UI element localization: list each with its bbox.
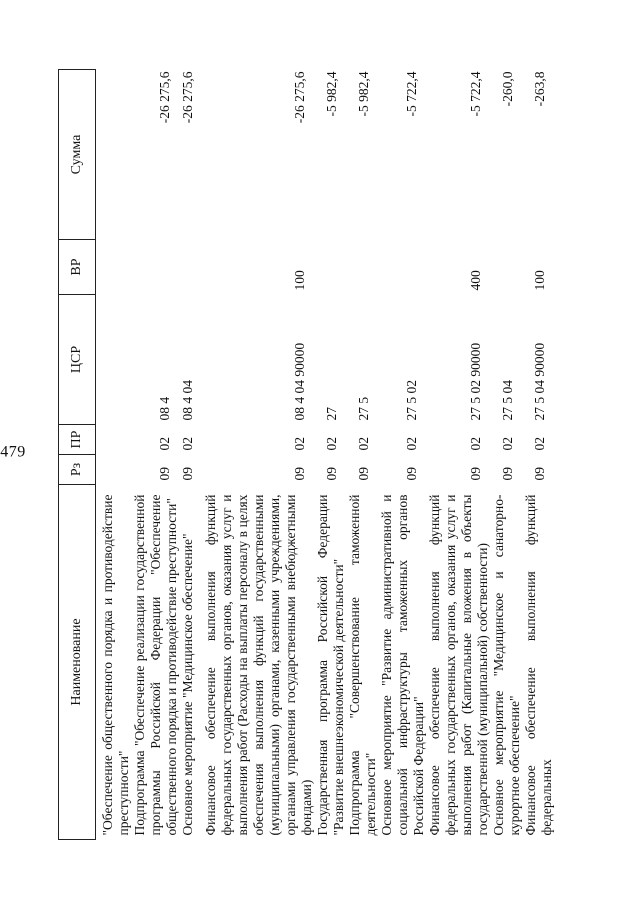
row-rz: 09 — [157, 467, 172, 481]
row-csr: 27 5 04 — [500, 380, 515, 421]
row-name: Подпрограмма "Совершенствование таможенной деятельности" — [347, 494, 378, 836]
row-name: Основное мероприятие "Развитие административной и социальной инфраструктуры таможенных органов Российской Федерации" — [379, 494, 426, 836]
row-vr — [96, 240, 133, 295]
row-vr — [132, 240, 180, 295]
header-name: Наименование — [59, 485, 96, 840]
table-row — [491, 70, 523, 840]
row-csr: 27 — [324, 407, 339, 421]
row-pr: 02 — [356, 437, 371, 451]
row-csr: 27 5 04 90000 — [532, 342, 547, 421]
row-sum: -263,8 — [532, 71, 547, 107]
header-pr: ПР — [59, 425, 96, 455]
row-csr: 27 5 — [356, 396, 371, 421]
row-pr: 02 — [468, 437, 483, 451]
table-row — [132, 70, 180, 840]
row-vr — [315, 240, 347, 295]
row-name: Основное мероприятие "Медицинское обеспечение" — [180, 533, 195, 836]
row-vr — [180, 240, 203, 295]
row-name: Финансовое обеспечение выполнения функций федеральных государственных органов, оказания услуг и выполнения работ (Капитальные вложения в объекты государственной (муниципальной) собственности) — [427, 494, 490, 836]
header-csr: ЦСР — [59, 295, 96, 425]
budget-table — [58, 69, 555, 840]
row-pr: 02 — [157, 437, 172, 451]
header-rz: Рз — [59, 455, 96, 485]
table-row — [347, 70, 379, 840]
row-rz: 09 — [500, 467, 515, 481]
row-csr: 08 4 — [157, 396, 172, 421]
row-pr: 02 — [324, 437, 339, 451]
row-vr: 100 — [292, 270, 307, 291]
row-pr: 02 — [500, 437, 515, 451]
row-pr: 02 — [292, 437, 307, 451]
row-vr: 100 — [532, 270, 547, 291]
row-sum — [96, 70, 133, 240]
row-vr: 400 — [468, 270, 483, 291]
row-pr: 02 — [180, 437, 195, 451]
table-row — [96, 70, 133, 840]
row-rz: 09 — [356, 467, 371, 481]
row-sum: -5 982,4 — [324, 71, 339, 117]
row-pr: 02 — [404, 437, 419, 451]
row-sum: -5 982,4 — [356, 71, 371, 117]
row-rz: 09 — [404, 467, 419, 481]
row-rz: 09 — [292, 467, 307, 481]
header-row — [59, 70, 96, 840]
table-row — [379, 70, 427, 840]
row-sum: -260,0 — [500, 71, 515, 107]
table-row — [180, 70, 203, 840]
row-rz — [96, 455, 133, 485]
header-vr: ВР — [59, 240, 96, 295]
row-csr: 27 5 02 90000 — [468, 342, 483, 421]
row-sum: -26 275,6 — [157, 71, 172, 124]
row-name: Финансовое обеспечение выполнения функций федеральных — [523, 494, 554, 836]
row-csr: 08 4 04 — [180, 380, 195, 421]
row-name: Основное мероприятие "Медицинское и санаторно-курортное обеспечение" — [491, 494, 522, 836]
row-name: Подпрограмма "Обеспечение реализации государственной программы Российской Федерации "Обеспечение общественного порядка и противодействие преступности" — [132, 494, 179, 836]
table-row — [315, 70, 347, 840]
row-rz: 09 — [532, 467, 547, 481]
row-sum: -26 275,6 — [180, 71, 195, 124]
row-vr — [347, 240, 379, 295]
row-name: "Обеспечение общественного порядка и противодействие преступности" — [100, 494, 131, 836]
page-number: 479 — [0, 443, 26, 461]
header-sum: Сумма — [59, 70, 96, 240]
row-pr — [96, 425, 133, 455]
row-csr — [96, 295, 133, 425]
row-rz: 09 — [324, 467, 339, 481]
row-name: Финансовое обеспечение выполнения функций федеральных государственных органов, оказания услуг и выполнения работ (Расходы на выплаты персоналу в целях обеспечения выполнения функций государственными (муниципальными) органами, казенными учреждениями, органами управления государственными внебюджетными фондами) — [203, 494, 314, 836]
row-rz: 09 — [468, 467, 483, 481]
row-sum: -5 722,4 — [404, 71, 419, 117]
row-vr — [379, 240, 427, 295]
row-csr: 27 5 02 — [404, 380, 419, 421]
row-pr: 02 — [532, 437, 547, 451]
table-row — [427, 70, 491, 840]
row-sum: -26 275,6 — [292, 71, 307, 124]
row-rz: 09 — [180, 467, 195, 481]
row-sum: -5 722,4 — [468, 71, 483, 117]
table-row — [523, 70, 555, 840]
table-row — [203, 70, 315, 840]
row-name: Государственная программа Российской Федерации "Развитие внешнеэкономической деятельности" — [315, 494, 346, 836]
row-csr: 08 4 04 90000 — [292, 342, 307, 421]
row-vr — [491, 240, 523, 295]
